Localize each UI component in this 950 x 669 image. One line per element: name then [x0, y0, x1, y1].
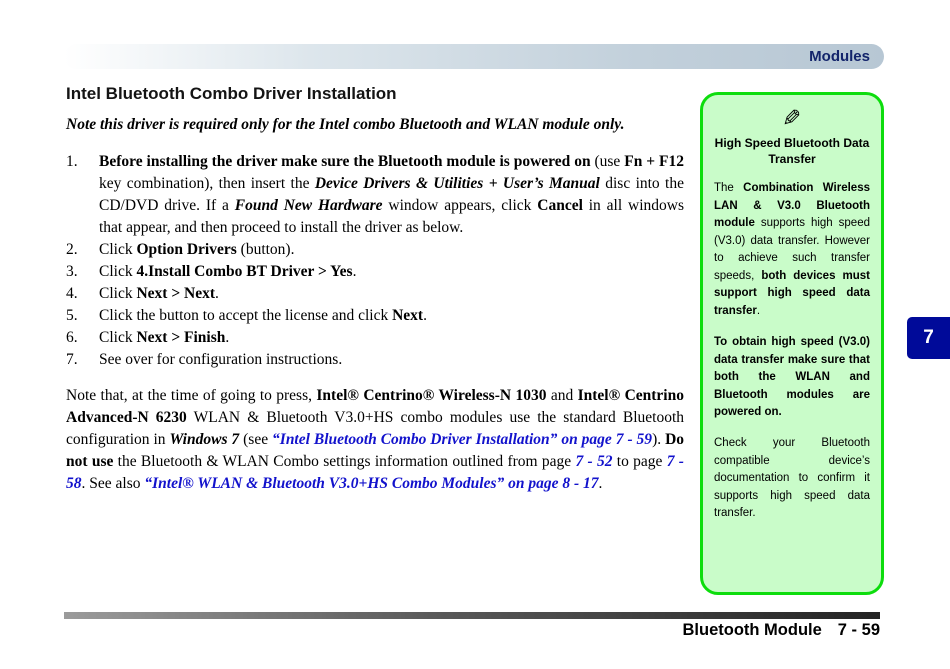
footer	[682, 621, 880, 640]
text-segment: Intel® Centrino® Wireless-N 1030	[316, 387, 547, 404]
step-number: 4.	[66, 285, 78, 302]
step-item	[66, 261, 684, 283]
note-paragraph	[66, 385, 684, 495]
text-segment: Fn + F12	[624, 153, 684, 170]
text-segment: Do not use	[66, 431, 685, 470]
text-segment: Found New Hardware	[234, 197, 383, 214]
text-segment: .	[756, 304, 761, 317]
step-number: 5.	[66, 307, 78, 324]
step-text	[99, 151, 684, 239]
text-segment: Device Drivers & Utilities + User’s Manual	[314, 175, 600, 192]
chapter-number: 7	[923, 327, 934, 348]
text-segment: Intel® Centrino Advanced-N 6230	[66, 387, 684, 426]
text-segment: . See also	[81, 475, 145, 492]
intro-note: Note this driver is required only for the Intel combo Bluetooth and WLAN module only.	[66, 116, 625, 133]
text-segment: .	[215, 285, 219, 302]
text-segment: Click	[99, 263, 137, 280]
cross-reference-link[interactable]: “Intel Bluetooth Combo Driver Installation” on page 7 - 59	[272, 431, 653, 448]
text-segment: .	[352, 263, 357, 280]
text-segment: to page	[612, 453, 667, 470]
step-text	[99, 283, 684, 305]
text-segment: The	[714, 182, 744, 195]
text-segment: Combination Wireless LAN & V3.0 Bluetooth module	[714, 182, 870, 230]
text-segment: .	[423, 307, 427, 324]
text-segment: Option Drivers	[136, 241, 237, 258]
text-segment: Click	[99, 329, 137, 346]
footer-page-number: 7 - 59	[837, 621, 880, 639]
text-segment: the Bluetooth & WLAN Combo settings information outlined from page	[113, 453, 576, 470]
sidebar-paragraph	[714, 435, 870, 522]
text-segment: Next	[392, 307, 424, 324]
text-segment: supports high speed (V3.0) data transfer. However to achieve such transfer speeds,	[714, 217, 870, 282]
sidebar-title: High Speed Bluetooth Data Transfer	[714, 136, 870, 167]
text-segment: Check your Bluetooth compatible device’s documentation to confirm it supports high speed data transfer.	[714, 437, 870, 520]
text-segment: 4.Install Combo BT Driver > Yes	[136, 263, 353, 280]
text-segment: See over for configuration instructions.	[99, 351, 343, 368]
text-segment: .	[225, 329, 230, 346]
cross-reference-link[interactable]: 7 - 52	[575, 453, 613, 470]
info-sidebar	[700, 92, 884, 595]
pencil-icon-glyph: ✎	[782, 105, 802, 131]
text-segment: window appears, click	[382, 197, 538, 214]
text-segment: Windows 7	[169, 431, 240, 448]
footer-rule	[64, 612, 880, 619]
step-item	[66, 327, 684, 349]
step-item	[66, 239, 684, 261]
step-text	[99, 261, 684, 283]
section-banner	[64, 44, 884, 69]
footer-label: Bluetooth Module	[682, 621, 822, 639]
text-segment: and	[546, 387, 578, 404]
text-segment: Click	[99, 241, 137, 258]
text-segment: (button).	[236, 241, 295, 258]
text-segment: (use	[590, 153, 625, 170]
text-segment: ).	[652, 431, 666, 448]
step-number: 7.	[66, 351, 78, 368]
text-segment: key combination), then insert the	[99, 175, 315, 192]
text-segment: Cancel	[537, 197, 583, 214]
text-segment: To obtain high speed (V3.0) data transfer make sure that both the WLAN and Bluetooth modules are powered on.	[714, 336, 870, 418]
sidebar-paragraph	[714, 334, 870, 421]
step-text	[99, 305, 684, 327]
text-segment: Next > Finish	[136, 329, 226, 346]
step-item	[66, 151, 684, 239]
text-segment: Next > Next	[136, 285, 216, 302]
text-segment: WLAN & Bluetooth V3.0+HS combo modules use the standard Bluetooth configuration in	[66, 409, 685, 448]
step-number: 1.	[66, 153, 78, 170]
main-content	[66, 84, 684, 495]
text-segment: Click the button to accept the license and click	[99, 307, 393, 324]
step-text	[99, 327, 684, 349]
step-item	[66, 349, 684, 371]
text-segment: Before installing the driver make sure the Bluetooth module is powered on	[99, 153, 591, 170]
step-item	[66, 283, 684, 305]
text-segment: (see	[239, 431, 273, 448]
text-segment: both devices must support high speed data transfer	[714, 269, 870, 317]
step-text	[99, 239, 684, 261]
chapter-tab	[907, 317, 950, 359]
pencil-icon	[714, 105, 870, 133]
sidebar-paragraph	[714, 180, 870, 320]
step-number: 3.	[66, 263, 78, 280]
step-number: 6.	[66, 329, 78, 346]
section-banner-label: Modules	[809, 48, 870, 65]
installation-steps	[66, 151, 684, 371]
cross-reference-link[interactable]: “Intel® WLAN & Bluetooth V3.0+HS Combo Modules” on page 8 - 17	[144, 475, 599, 492]
cross-reference-link[interactable]: 7 - 58	[66, 453, 684, 492]
text-segment: disc into the CD/DVD drive. If a	[99, 175, 684, 214]
text-segment: .	[598, 475, 603, 492]
page-title: Intel Bluetooth Combo Driver Installation	[66, 84, 397, 103]
text-segment: Click	[99, 285, 137, 302]
step-item	[66, 305, 684, 327]
step-number: 2.	[66, 241, 78, 258]
text-segment: in all windows that appear, and then proceed to install the driver as below.	[99, 197, 684, 236]
text-segment: Note that, at the time of going to press,	[66, 387, 317, 404]
step-text	[99, 349, 684, 371]
